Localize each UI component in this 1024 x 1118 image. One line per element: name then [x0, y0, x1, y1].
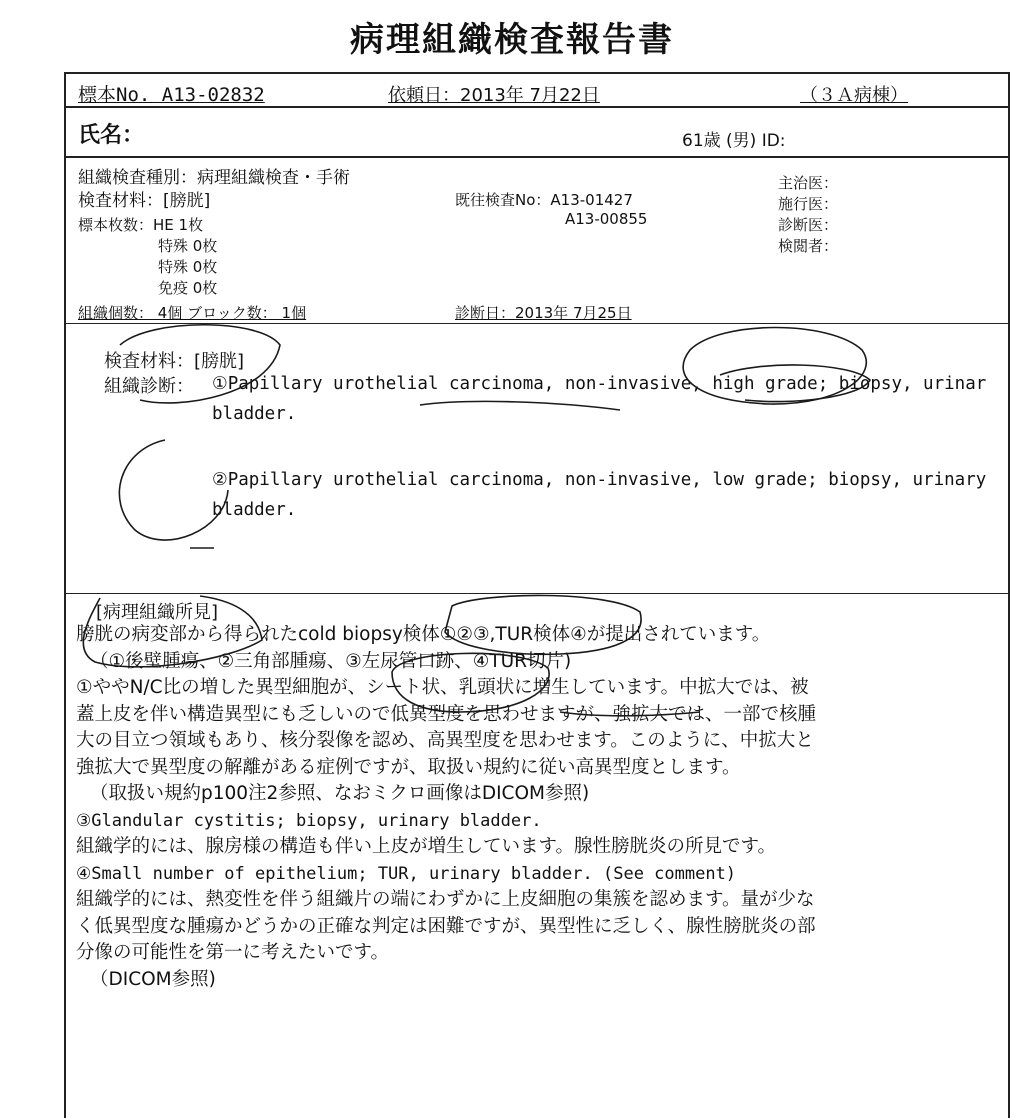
findings-line: （①後壁腫瘍、②三角部腫瘍、③左尿管口跡、④TUR切片) — [90, 650, 572, 672]
divider — [64, 323, 1008, 324]
patient-name-label: 氏名： — [78, 123, 145, 148]
slide-count-special-2: 特殊 0枚 — [158, 258, 218, 276]
diagnosis-item-1: ①Papillary urothelial carcinoma, non-invasive, high grade; biopsy, urinar — [212, 374, 987, 394]
diagnosis-item-1-cont: bladder. — [212, 404, 297, 424]
divider — [64, 156, 1008, 158]
slide-count-immuno: 免疫 0枚 — [158, 279, 218, 297]
findings-line: 分像の可能性を第一に考えたいです。 — [76, 942, 390, 963]
findings-line: 組織学的には、熱変性を伴う組織片の端にわずかに上皮細胞の集簇を認めます。量が少な — [76, 889, 815, 910]
request-date: 依頼日：2013年 7月22日 — [388, 85, 600, 106]
findings-line: 蓋上皮を伴い構造異型にも乏しいので低異型度を思わせますが、強拡大では、一部で核腫 — [76, 703, 817, 725]
diagnosis-date: 診断日：2013年 7月25日 — [455, 304, 632, 322]
ward: （３Ａ病棟） — [800, 85, 908, 106]
previous-exam-number: 既往検査No：A13-01427 — [455, 191, 633, 209]
findings-line: ④Small number of epithelium; TUR, urinary bladder. (See comment) — [76, 863, 737, 884]
exam-type: 組織検査種別：病理組織検査・手術 — [78, 168, 350, 188]
findings-header: [病理組織所見] — [96, 602, 219, 623]
specimen-number: 標本No. A13-02832 — [78, 84, 265, 106]
performing-physician: 施行医： — [778, 195, 839, 213]
findings-line: 大の目立つ領域もあり、核分裂像を認め、高異型度を思わせます。このように、中拡大と — [76, 730, 814, 751]
exam-material: 検査材料：[膀胱] — [78, 191, 211, 211]
tissue-count: 組織個数： 4個 ブロック数： 1個 — [78, 304, 307, 322]
divider — [64, 593, 1008, 594]
report-title: 病理組織検査報告書 — [350, 20, 674, 60]
findings-line: 膀胱の病変部から得られたcold biopsy検体①②③,TUR検体④が提出されています。 — [76, 624, 771, 645]
findings-body — [76, 622, 996, 993]
findings-line: （取扱い規約p100注2参照、なおミクロ画像はDICOM参照) — [90, 783, 590, 804]
diagnosis-item-2-cont: bladder. — [212, 500, 297, 520]
previous-exam-number-2: A13-00855 — [565, 210, 648, 228]
slide-count-he: 標本枚数：HE 1枚 — [78, 216, 204, 234]
diagnosis-item-2: ②Papillary urothelial carcinoma, non-invasive, low grade; biopsy, urinary — [212, 470, 987, 490]
diagnosis-material: 検査材料：[膀胱] — [104, 351, 245, 372]
findings-line: 強拡大で異型度の解離がある症例ですが、取扱い規約に従い高異型度とします。 — [76, 756, 741, 778]
diagnosis-label: 組織診断： — [104, 376, 194, 397]
diagnosing-physician: 診断医： — [778, 216, 839, 234]
findings-line: く低異型度な腫瘍かどうかの正確な判定は困難ですが、異型性に乏しく、腺性膀胱炎の部 — [76, 915, 816, 937]
slide-count-special-1: 特殊 0枚 — [158, 237, 218, 255]
findings-line: ①ややN/C比の増した異型細胞が、シート状、乳頭状に増生しています。中拡大では、被 — [76, 677, 809, 698]
divider — [64, 106, 1008, 108]
age-sex-id: 61歳 (男) ID: — [682, 131, 786, 151]
findings-line: 組織学的には、腺房様の構造も伴い上皮が増生しています。腺性膀胱炎の所見です。 — [76, 836, 777, 857]
reviewer: 検閲者： — [778, 237, 839, 255]
attending-physician: 主治医： — [778, 174, 839, 192]
findings-line: ③Glandular cystitis; biopsy, urinary bladder. — [76, 810, 542, 831]
findings-line: （DICOM参照) — [90, 968, 216, 990]
